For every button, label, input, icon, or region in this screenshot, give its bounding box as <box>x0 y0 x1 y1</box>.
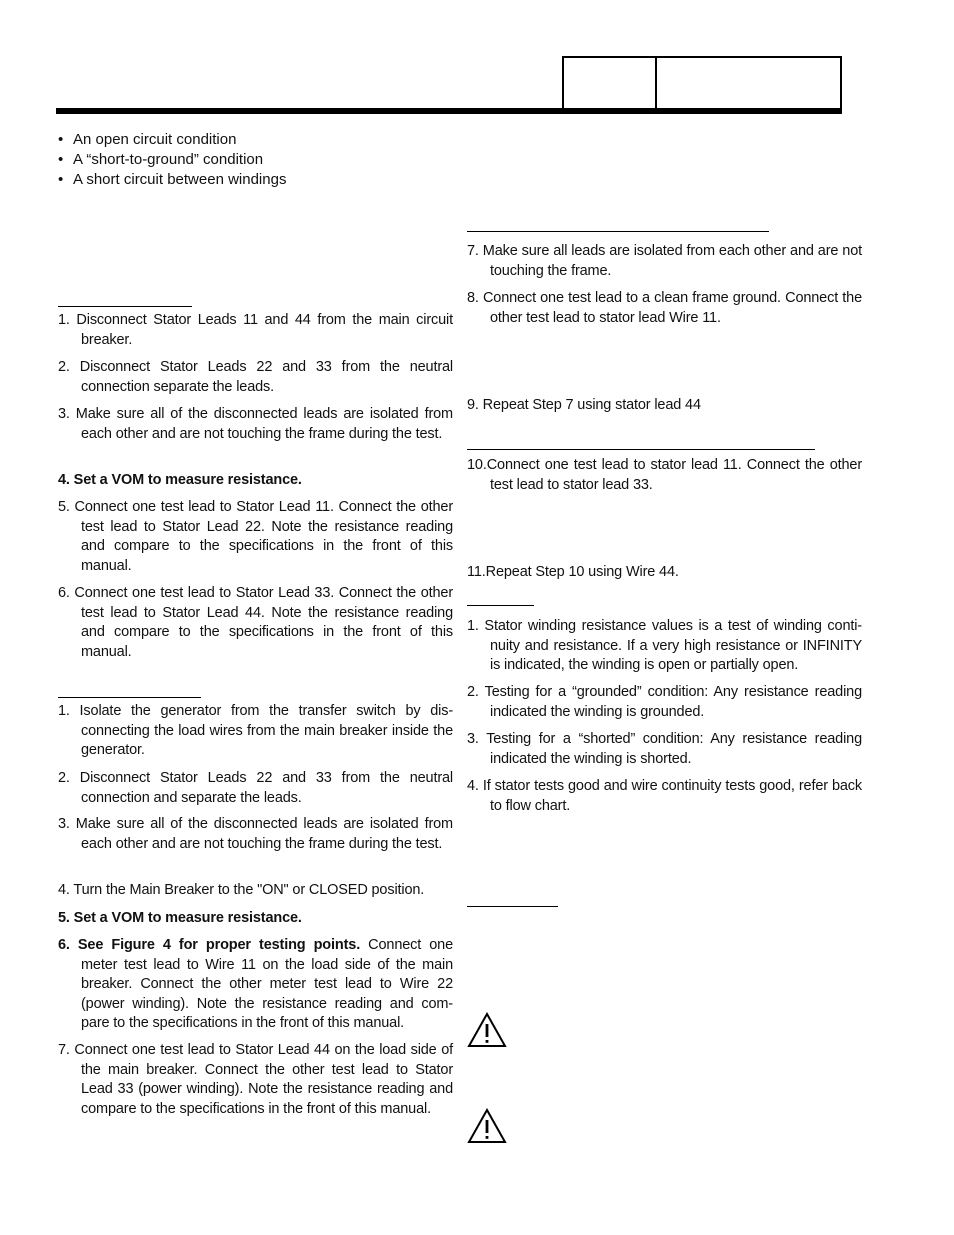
result-item: 4. If stator tests good and wire continuity tests good, refer back to flow chart. <box>467 778 862 814</box>
step-item: 9. Repeat Step 7 using stator lead 44 <box>467 397 701 413</box>
step-item: 7. Connect one test lead to Stator Lead 44 on the load side of the main breaker. Connect the other test lead to Stator Lead 33 (power winding). Note the resistance reading and compare to the specifications in the front of this manual. <box>58 1042 453 1117</box>
header-rule <box>56 108 842 114</box>
step-item: 11.Repeat Step 10 using Wire 44. <box>467 564 679 580</box>
result-item: 1. Stator winding resistance values is a test of winding conti-nuity and resistance. If a very high resistance or INFINITY is indicated, the winding is open or partially open. <box>467 618 862 674</box>
step-item: 1. Disconnect Stator Leads 11 and 44 from the main circuit breaker. <box>58 312 453 348</box>
section-heading-rule <box>467 449 815 450</box>
step-item: 7. Make sure all leads are isolated from each other and are not touching the frame. <box>467 243 862 279</box>
step-item: 1. Isolate the generator from the transfer switch by dis-connecting the load wires from the main breaker inside the generator. <box>58 703 453 759</box>
step-item <box>58 936 453 1034</box>
step-item: 10.Connect one test lead to stator lead 11. Connect the other test lead to stator lead 33. <box>467 457 862 493</box>
list-item: • An open circuit condition <box>58 130 286 150</box>
list-item: • A short circuit between windings <box>58 170 286 190</box>
section-heading-rule <box>58 306 192 307</box>
list-item: • A “short-to-ground” condition <box>58 150 286 170</box>
section-heading-rule <box>467 605 534 606</box>
step-item: 4. Turn the Main Breaker to the "ON" or CLOSED position. <box>58 882 425 898</box>
result-item: 3. Testing for a “shorted” condition: Any resistance reading indicated the winding is shorted. <box>467 731 862 767</box>
header-cell-right <box>655 56 842 109</box>
warning-triangle-icon <box>467 1012 507 1048</box>
condition-list <box>58 130 286 190</box>
header-cell-left <box>562 56 657 109</box>
step-item: 6. Connect one test lead to Stator Lead 33. Connect the other test lead to Stator Lead 44. Note the resistance reading and compare to the specifications in the front of this manual. <box>58 585 453 660</box>
step-text: Connect one meter test lead to Wire 11 on the load side of the main breaker. Connect the other meter test lead to Wire 22 (power winding). Note the resistance reading and com-pare to the specifications in the front of this manual. <box>81 937 453 1032</box>
step-item: 3. Make sure all of the disconnected leads are isolated from each other and are not touching the frame during the test. <box>58 816 453 852</box>
step-item: 2. Disconnect Stator Leads 22 and 33 from the neutral connection separate the leads. <box>58 359 453 395</box>
result-item: 2. Testing for a “grounded” condition: Any resistance reading indicated the winding is grounded. <box>467 684 862 720</box>
section-heading-rule <box>58 697 201 698</box>
step-item: 8. Connect one test lead to a clean frame ground. Connect the other test lead to stator lead Wire 11. <box>467 290 862 326</box>
warning-triangle-icon <box>467 1108 507 1144</box>
step-item: 4. Set a VOM to measure resistance. <box>58 472 302 488</box>
step-item: 2. Disconnect Stator Leads 22 and 33 from the neutral connection and separate the leads. <box>58 770 453 806</box>
section-heading-rule <box>467 906 558 907</box>
step-item: 5. Set a VOM to measure resistance. <box>58 910 302 926</box>
step-item: 3. Make sure all of the disconnected leads are isolated from each other and are not touching the frame during the test. <box>58 406 453 442</box>
section-heading-rule <box>467 231 769 232</box>
step-lead-bold: 6. See Figure 4 for proper testing points. <box>58 937 361 953</box>
step-item: 5. Connect one test lead to Stator Lead 11. Connect the other test lead to Stator Lead 22. Note the resistance reading and compare to the specifications in the front of this manual. <box>58 499 453 574</box>
